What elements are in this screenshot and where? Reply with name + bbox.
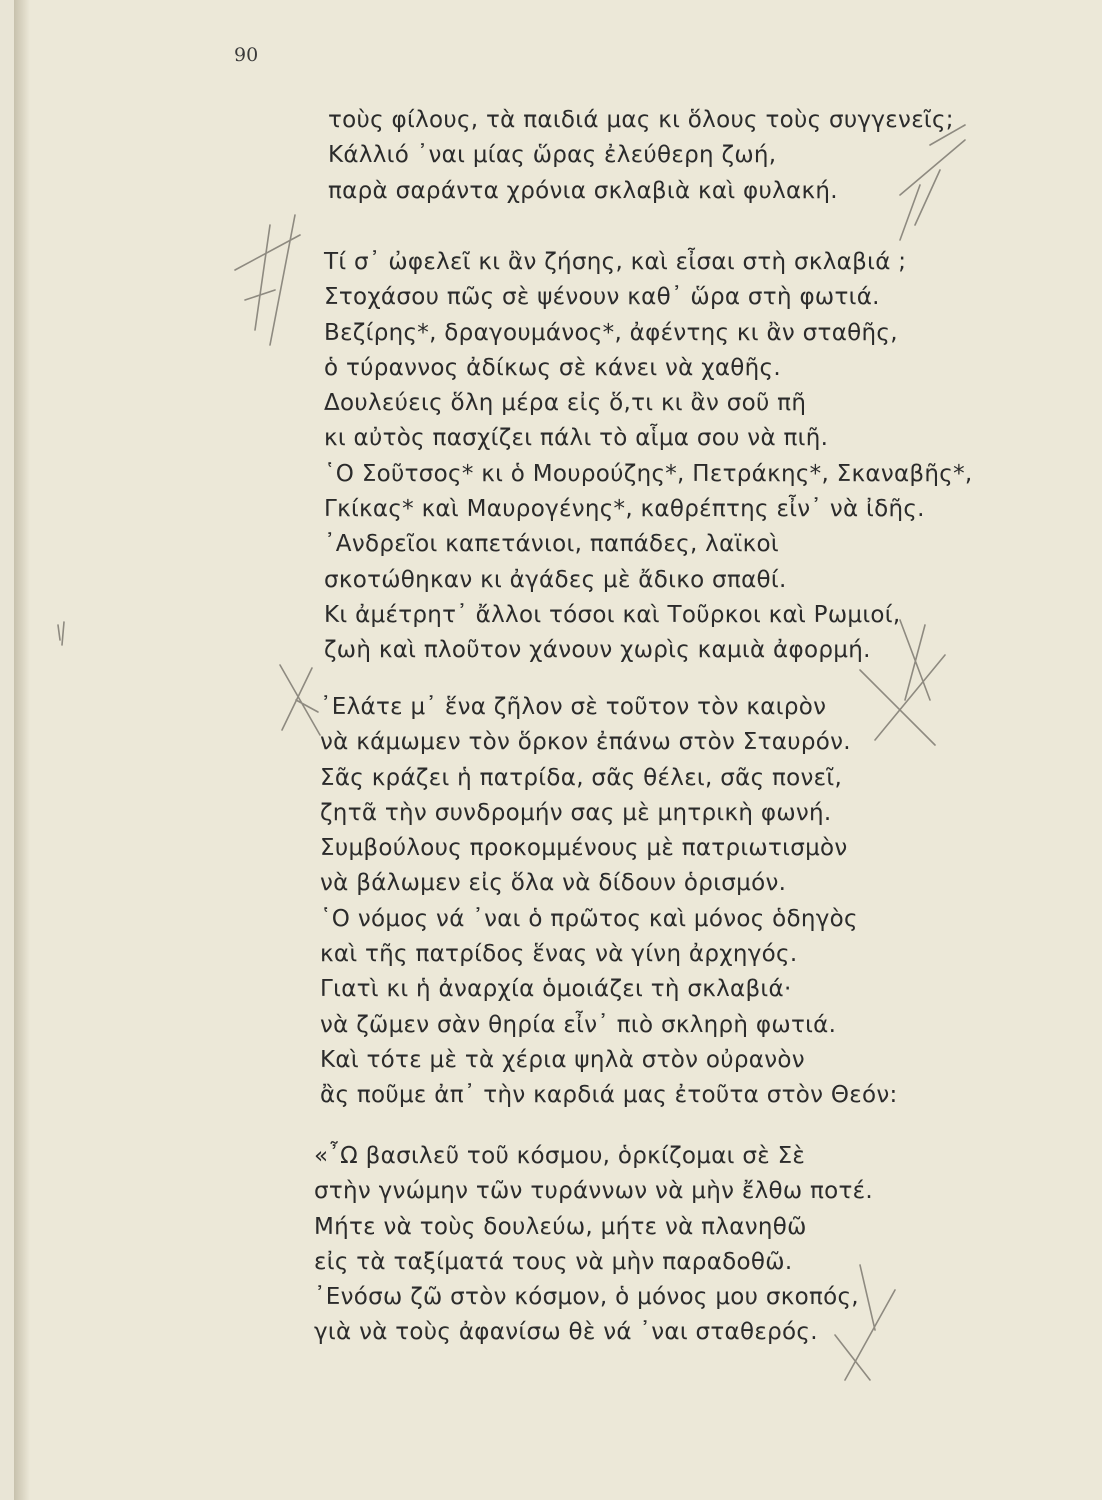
verse-line: Μήτε νὰ τοὺς δουλεύω, μήτε νὰ πλανηθῶ (314, 1213, 807, 1240)
verse-line: ἂς ποῦμε ἀπ᾽ τὴν καρδιά μας ἐτοῦτα στὸν Θεόν: (320, 1082, 898, 1109)
verse-line: καὶ τῆς πατρίδος ἕνας νὰ γίνη ἀρχηγός. (320, 941, 798, 968)
verse-line: ῾Ο νόμος νά ᾽ναι ὁ πρῶτος καὶ μόνος ὁδηγὸς (320, 905, 858, 932)
verse-line: Δουλεύεις ὅλη μέρα εἰς ὅ,τι κι ἂν σοῦ πῆ (324, 390, 807, 417)
verse-line: κι αὐτὸς πασχίζει πάλι τὸ αἷμα σου νὰ πιῆ. (324, 425, 829, 452)
stanza (314, 1139, 873, 1351)
verse-line: νὰ ζῶμεν σὰν θηρία εἶν᾽ πιὸ σκληρὴ φωτιά. (320, 1011, 837, 1038)
verse-line: Βεζίρης*, δραγουμάνος*, ἀφέντης κι ἂν σταθῆς, (324, 319, 898, 346)
stanza (328, 103, 954, 209)
verse-line: Σᾶς κράζει ἡ πατρίδα, σᾶς θέλει, σᾶς πονεῖ, (320, 764, 843, 791)
verse-line: «῏Ω βασιλεῦ τοῦ κόσμου, ὁρκίζομαι σὲ Σὲ (314, 1143, 806, 1169)
verse-line: παρὰ σαράντα χρόνια σκλαβιὰ καὶ φυλακή. (328, 177, 838, 204)
page-number: 90 (234, 44, 259, 66)
verse-line: εἰς τὰ ταξίματά τους νὰ μὴν παραδοθῶ. (314, 1248, 793, 1275)
verse-line: Κι ἀμέτρητ᾽ ἄλλοι τόσοι καὶ Τοῦρκοι καὶ Ρωμιοί, (324, 601, 901, 628)
page-edge (14, 0, 30, 1500)
verse-line: νὰ κάμωμεν τὸν ὅρκον ἐπάνω στὸν Σταυρόν. (320, 729, 851, 756)
verse-line: γιὰ νὰ τοὺς ἀφανίσω θὲ νά ᾽ναι σταθερός. (314, 1319, 818, 1346)
stanza (324, 245, 973, 669)
verse-line: ῾Ο Σοῦτσος* κι ὁ Μουρούζης*, Πετράκης*, Σκαναβῆς*, (324, 460, 973, 487)
verse-line: σκοτώθηκαν κι ἀγάδες μὲ ἄδικο σπαθί. (324, 566, 787, 593)
stanza (320, 690, 898, 1114)
verse-line: ζητᾶ τὴν συνδρομήν σας μὲ μητρικὴ φωνή. (320, 799, 832, 826)
verse-line: Στοχάσου πῶς σὲ ψένουν καθ᾽ ὥρα στὴ φωτιά. (324, 284, 880, 311)
verse-line: τοὺς φίλους, τὰ παιδιά μας κι ὅλους τοὺς συγγενεῖς; (328, 107, 954, 133)
verse-line: ὁ τύραννος ἀδίκως σὲ κάνει νὰ χαθῆς. (324, 354, 781, 381)
verse-line: ᾽Ανδρεῖοι καπετάνιοι, παπάδες, λαϊκοὶ (324, 531, 779, 558)
verse-line: Καὶ τότε μὲ τὰ χέρια ψηλὰ στὸν οὐρανὸν (320, 1046, 805, 1073)
verse-line: Γιατὶ κι ἡ ἀναρχία ὁμοιάζει τὴ σκλαβιά· (320, 976, 792, 1003)
verse-line: ᾽Ελάτε μ᾽ ἕνα ζῆλον σὲ τοῦτον τὸν καιρὸν (320, 694, 827, 720)
verse-line: Τί σ᾽ ὠφελεῖ κι ἂν ζήσης, καὶ εἶσαι στὴ σκλαβιά ; (324, 249, 907, 275)
verse-line: ᾽Ενόσω ζῶ στὸν κόσμον, ὁ μόνος μου σκοπός, (314, 1284, 859, 1311)
verse-line: στὴν γνώμην τῶν τυράννων νὰ μὴν ἔλθω ποτέ. (314, 1178, 874, 1205)
verse-line: Κάλλιό ᾽ναι μίας ὥρας ἐλεύθερη ζωή, (328, 142, 777, 169)
verse-line: ζωὴ καὶ πλοῦτον χάνουν χωρὶς καμιὰ ἀφορμή. (324, 637, 871, 664)
verse-line: Συμβούλους προκομμένους μὲ πατριωτισμὸν (320, 835, 848, 862)
verse-line: Γκίκας* καὶ Μαυρογένης*, καθρέπτης εἶν᾽ νὰ ἰδῆς. (324, 496, 925, 523)
verse-line: νὰ βάλωμεν εἰς ὅλα νὰ δίδουν ὁρισμόν. (320, 870, 787, 897)
